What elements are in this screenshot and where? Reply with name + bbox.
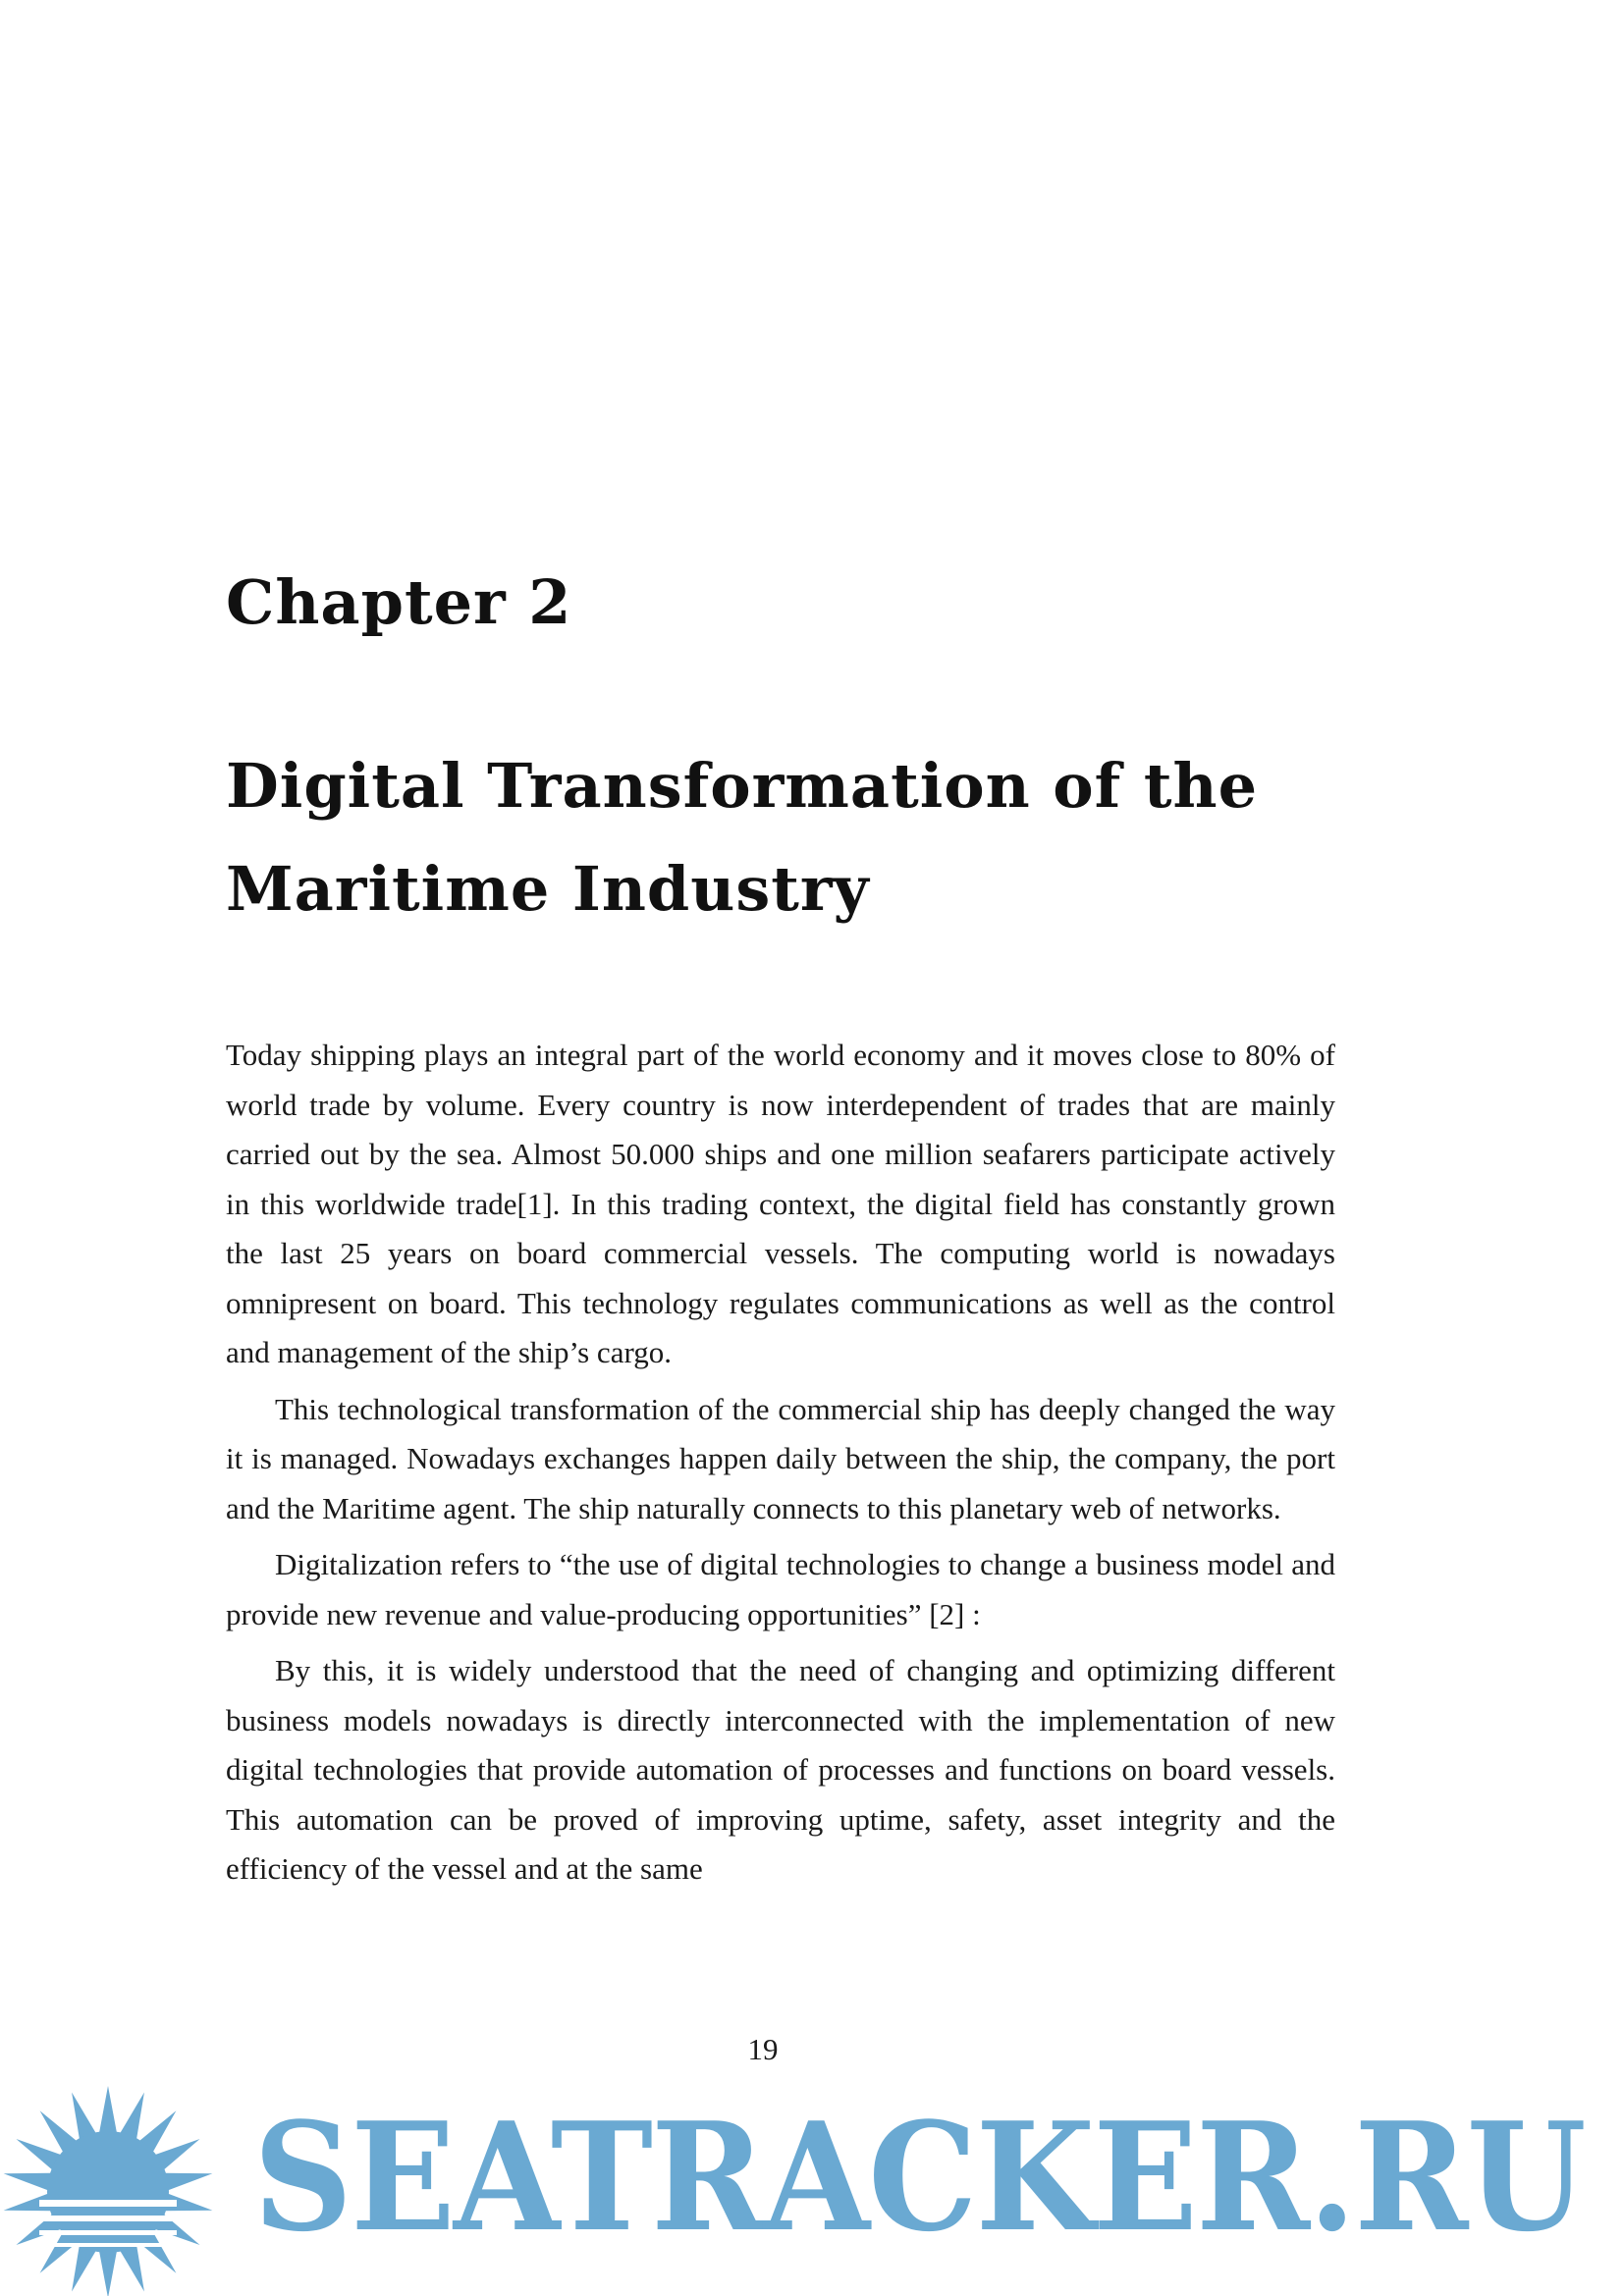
paragraph-3: Digitalization refers to “the use of digital technologies to change a business model and provide new revenue and value-producing opportunities” [2] : [226,1547,1335,1631]
chapter-title [226,734,1355,940]
page-number: 19 [747,2032,779,2066]
chapter-title-line-2: Maritime Industry [226,853,870,925]
paragraph-1: Today shipping plays an integral part of the world economy and it moves close to 80% of world trade by volume. Every country is now interdependent of trades that are mainly carried out by the sea. Almost 50.000 ships and one million seafarers participate actively in this worldwide trade[1]. In this trading context, the digital field has constantly grown the last 25 years on board commercial vessels. The computing world is nowadays omnipresent on board. This technology regulates communications as well as the control and management of the ship’s cargo. [226,1038,1335,1369]
body-text [226,1031,1335,1901]
chapter-label: Chapter 2 [226,566,572,638]
paragraph-4: By this, it is widely understood that the need of changing and optimizing different business models nowadays is directly interconnected with the implementation of new digital technologies that provide automation of processes and functions on board vessels. This automation can be proved of improving uptime, safety, asset integrity and the efficiency of the vessel and at the same [226,1653,1335,1886]
chapter-title-line-1: Digital Transformation of the [226,750,1259,822]
paragraph-2: This technological transformation of the commercial ship has deeply changed the way it is managed. Nowadays exchanges happen daily between the ship, the company, the port and the Maritime agent. The ship naturally connects to this planetary web of networks. [226,1391,1335,1525]
watermark-text: SEATRACKER.RU [253,2089,1585,2265]
